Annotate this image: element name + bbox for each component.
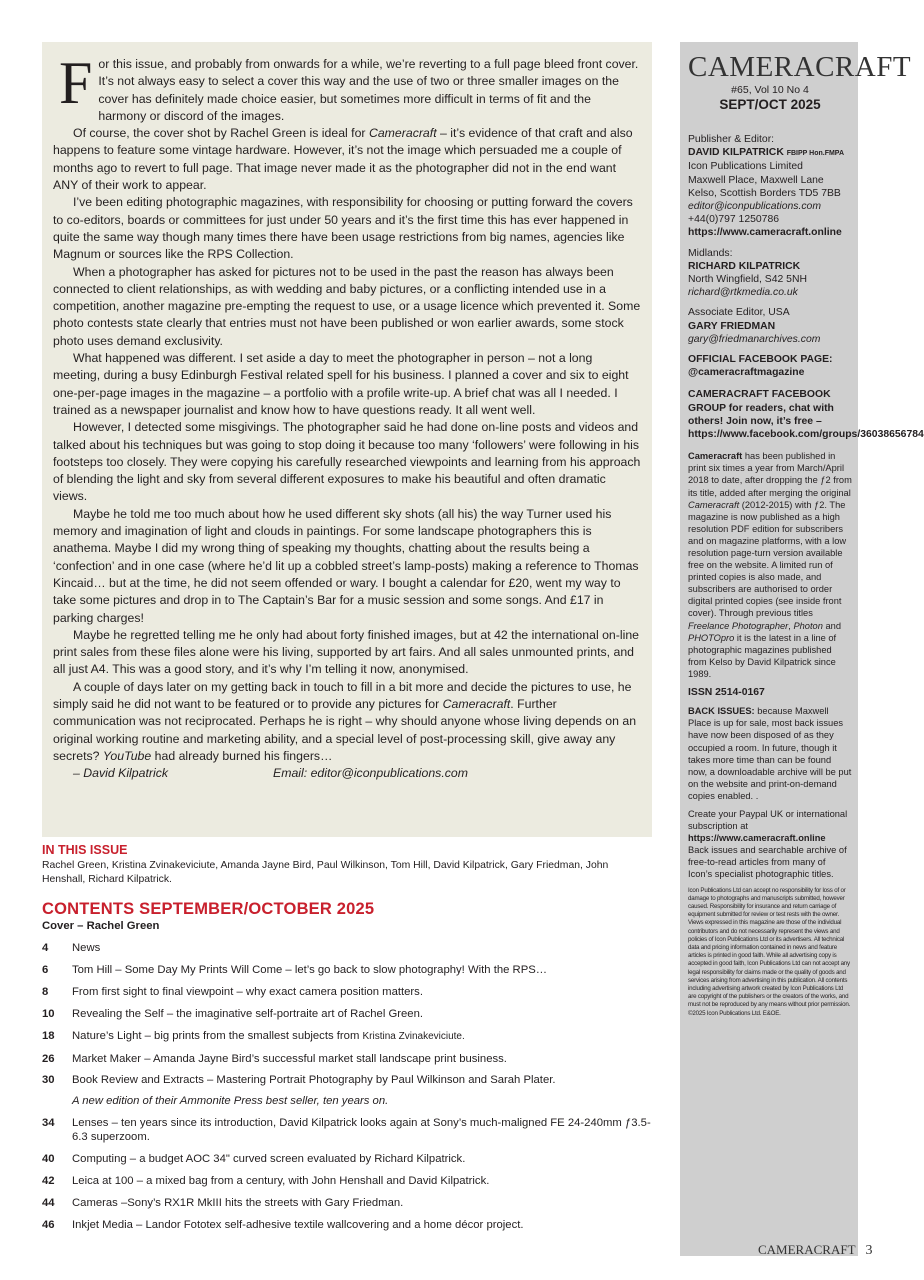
- contents-item: [42, 1196, 654, 1210]
- contents-item-text: Market Maker – Amanda Jayne Bird’s successful market stall landscape print business.: [72, 1052, 507, 1065]
- editorial-paragraph-2: Of course, the cover shot by Rachel Green is ideal for Cameracraft – it’s evidence of that craft and also happens to feature some vintage hardware. However, it’s not the image which persuaded me a couple of months ago to revert to full page. That image never made it as the photographer did not in the end want ANY of their work to appear.: [53, 126, 633, 193]
- contents-page-number: 30: [42, 1074, 55, 1087]
- subscription-link[interactable]: https://www.cameracraft.online: [688, 833, 826, 844]
- issue-number: #65, Vol 10 No 4: [731, 84, 809, 96]
- facebook-page: OFFICIAL FACEBOOK PAGE: @cameracraftmagazine: [688, 354, 833, 379]
- contents-item-text: Computing – a budget AOC 34" curved screen evaluated by Richard Kilpatrick.: [72, 1153, 466, 1166]
- contents-item: [42, 985, 654, 999]
- editorial-paragraph-7: Maybe he told me too much about how he used different sky shots (all his) the way Turner used his memory and imagination of light and clouds in paintings. For some landscape photographers this is anathema. Maybe I did my wrong thing of speaking my thoughts, chatting about the results being a ‘confection’ and in one case (where he’d lit up a cobbled street’s lamp-posts) making a reference to Thomas Kincaid… but at the time, he did not seem offended or wary. I bought a calendar for £20, went my way to take some pictures and drop in to The Captain’s Bar for a music session and some songs. And £17 in parking charges!: [53, 506, 639, 625]
- editorial-paragraph-3: I’ve been editing photographic magazines, with responsibility for choosing or putting forward the covers to co-editors, boards or committees for just under 50 years and it’s the first time this has ever happened in quite the same way though many times there have been usage restrictions from big names, agencies like Magnum or sources like the RPS Collection.: [53, 195, 633, 262]
- editorial-paragraph-5: What happened was different. I set aside a day to meet the photographer in person – not a long meeting, during a busy Edinburgh Festival related spell for his business. I planned a cover and six to eight one-per-page images in the magazine – a portfolio with a profile write-up. A brief chat was all I needed. I trained as a newspaper journalist and know how to have questions ready. It all went well.: [53, 351, 629, 417]
- cover-credit: Cover – Rachel Green: [42, 920, 160, 932]
- in-this-issue-heading: IN THIS ISSUE: [42, 843, 128, 857]
- contents-item-text: Lenses – ten years since its introduction, David Kilpatrick looks again at Sony’s much-maligned FE 24-240mm ƒ3.5-6.3 superzoom.: [72, 1116, 651, 1144]
- editorial-signature: [53, 765, 642, 782]
- facebook-group: CAMERACRAFT FACEBOOK GROUP for readers, chat with others! Join now, it’s free – https://www.facebook.com/groups/36038656784: [688, 389, 924, 441]
- contents-item-text: From first sight to final viewpoint – why exact camera position matters.: [72, 985, 423, 998]
- contents-item: [42, 1029, 654, 1044]
- author-name: – David Kilpatrick: [73, 766, 168, 781]
- drop-cap: F: [59, 50, 93, 116]
- contents-page-number: 42: [42, 1174, 55, 1187]
- page-footer: [758, 1242, 873, 1259]
- contents-item: [42, 1073, 654, 1108]
- contents-page-number: 46: [42, 1218, 55, 1231]
- contents-item-text: News: [72, 942, 101, 954]
- editorial-paragraph-6: However, I detected some misgivings. The photographer said he had done on-line posts and videos and talked about his techniques but was going to stop doing it because too many ‘followers’ were following in his footsteps too closely. They were copying his carefully researched viewpoints and learning from his approach of blending the light and sky from several different exposures to make his beautiful and often dramatic views.: [53, 420, 641, 504]
- editorial-paragraph-9: A couple of days later on my getting back in touch to fill in a bit more and decide the pictures to use, he simply said he did not want to be featured or to provide any pictures for Cameracraft. Further communication was not reciprocated. Perhaps he is right – why should anyone whose living depends on an original working routine and marketing ability, and a special level of post-processing skill, give away any secrets? YouTube had already burned his fingers…: [53, 679, 637, 763]
- usa-block: Associate Editor, USA GARY FRIEDMAN gary@friedmanarchives.com: [688, 306, 852, 346]
- issn: ISSN 2514-0167: [688, 687, 765, 699]
- footer-logo: CAMERACRAFT: [758, 1242, 856, 1257]
- website-link[interactable]: https://www.cameracraft.online: [688, 227, 842, 239]
- contents-page-number: 18: [42, 1029, 55, 1042]
- contents-page-number: 26: [42, 1052, 55, 1065]
- editorial-paragraph-8: Maybe he regretted telling me he only had about forty finished images, but at 42 the international on-line print sales from these files alone were his living, supported by art fairs. And all sales unmounted prints, and all just A4. This was a good story, and it’s why I’m telling it now, anonymised.: [53, 627, 640, 677]
- contents-item: [42, 1174, 654, 1188]
- contents-item: [42, 963, 654, 977]
- midlands-block: Midlands: RICHARD KILPATRICK North Wingfield, S42 5NH richard@rtkmedia.co.uk: [688, 247, 852, 300]
- page-number: 3: [865, 1243, 873, 1258]
- editorial-box: [42, 42, 652, 837]
- contents-item: [42, 1218, 654, 1232]
- contents-page-number: 6: [42, 963, 49, 976]
- editorial-paragraph-4: When a photographer has asked for pictures not to be used in the past the reason has always been connected to client relationships, as with wedding and baby pictures, or a conflicting intended use in a competition, another magazine pre-empting the request to use, or a usage licence which prevented it. Some photo contests state clearly that entries must not have been published or won earlier awards, some stock photo uses demand exclusivity.: [53, 264, 641, 348]
- contents-item: [42, 1007, 654, 1021]
- contents-item-text: Nature’s Light – big prints from the smallest subjects from Kristina Zvinakeviciute.: [72, 1029, 465, 1042]
- contents-page-number: 8: [42, 985, 49, 998]
- contents-page-number: 4: [42, 942, 49, 954]
- about-text: Cameracraft has been published in print six times a year from March/April 2018 to date, after dropping the ƒ2 from its title, added after merging the original Cameracraft (2012-2015) with ƒ2. The magazine is now published as a high resolution PDF edition for subscribers and on magazine platforms, with a low resolution page-turn version available free on the website. A limited run of printed copies is also made, and subscribers are authorised to order digital printed copies (see inside front cover). Through previous titles Freelance Photographer, Photon and PHOTOpro it is the latest in a line of photographic magazines published from Kelso by David Kilpatrick since 1989.: [688, 451, 852, 679]
- issue-date: SEPT/OCT 2025: [719, 97, 821, 112]
- publisher-block: Publisher & Editor: DAVID KILPATRICK FBIPP Hon.FMPA Icon Publications Limited Maxwell Place, Maxwell Lane Kelso, Scottish Borders TD5 7BB editor@iconpublications.com +44(0)797 1250786 https://www.cameracraft.online: [688, 133, 852, 240]
- cameracraft-logo: CAMERACRAFT: [688, 51, 912, 83]
- contents-item-text: Revealing the Self – the imaginative self-portraite art of Rachel Green.: [72, 1007, 424, 1020]
- in-this-issue-names: Rachel Green, Kristina Zvinakeviciute, Amanda Jayne Bird, Paul Wilkinson, Tom Hill, David Kilpatrick, Gary Friedman, John Henshall, Richard Kilpatrick.: [42, 860, 609, 885]
- contents-item: [42, 1152, 654, 1166]
- back-issues: BACK ISSUES: because Maxwell Place is up for sale, most back issues have now been disposed of as they occupied a room. In future, though it takes more time than can be found now, a downloadable archive will be put on the website and print-on-demand copies enabled. .: [688, 706, 852, 801]
- contents-item-text: Cameras –Sony’s RX1R MkIII hits the streets with Gary Friedman.: [72, 1196, 404, 1209]
- midlands-email[interactable]: richard@rtkmedia.co.uk: [688, 287, 798, 299]
- contents-page-number: 40: [42, 1153, 55, 1166]
- author-email: Email: editor@iconpublications.com: [273, 766, 468, 781]
- masthead: [688, 50, 912, 113]
- contents-page-number: 10: [42, 1007, 55, 1020]
- disclaimer: Icon Publications Ltd can accept no responsibility for loss of or damage to photographs and manuscripts submitted, however caused. Responsibility for insurance and return carriage of equipment submitted for review or test rests with the owner. Views expressed in this magazine are those of the individual contributors and do not necessarily represent the views and policies of Icon Publications Ltd or its advertisers. All technical data and pricing information contained in news and feature articles is printed in good faith. While all advertising copy is accepted in good faith, Icon Publications Ltd can not accept any legal responsibility for claims made or the quality of goods and services arising from advertising in this publication. All contents including advertising artwork created by Icon Publications Ltd are copyright of the publishers or the creators of the works, and must not be reproduced by any means without prior permission. ©2025 Icon Publications Ltd. E&OE.: [688, 886, 851, 1017]
- contents-heading: CONTENTS SEPTEMBER/OCTOBER 2025: [42, 900, 375, 918]
- contents-page-number: 34: [42, 1116, 55, 1129]
- subscription-info: Create your Paypal UK or international subscription at https://www.cameracraft.online Back issues and searchable archive of free-to-read articles from many of Icon’s specialist photographic titles.: [688, 809, 848, 880]
- contents-list: [42, 941, 654, 1240]
- contents-item: [42, 1116, 654, 1145]
- contents-item-text: Book Review and Extracts – Mastering Portrait Photography by Paul Wilkinson and Sarah Plater. A new edition of their Ammonite Press best seller, ten years on.: [72, 1074, 556, 1107]
- contents-item-text: Inkjet Media – Landor Fototex self-adhesive textile wallcovering and a home décor project.: [72, 1218, 524, 1231]
- contents-item-text: Tom Hill – Some Day My Prints Will Come – let’s go back to slow photography! With the RPS…: [72, 963, 548, 976]
- contents-item: [42, 941, 654, 955]
- editorial-paragraph-1: For this issue, and probably from onwards for a while, we’re reverting to a full page bleed front cover. It’s not always easy to select a cover this way and the use of two or three smaller images on the cover has definitely made choice easier, but sometimes more difficult in terms of fit and the harmony or discord of the images.: [59, 50, 639, 123]
- contents-item-text: Leica at 100 – a mixed bag from a century, with John Henshall and David Kilpatrick.: [72, 1174, 490, 1187]
- publisher-email[interactable]: editor@iconpublications.com: [688, 201, 821, 213]
- usa-email[interactable]: gary@friedmanarchives.com: [688, 333, 821, 345]
- contents-page-number: 44: [42, 1196, 55, 1209]
- masthead-sidebar: [680, 42, 924, 1256]
- contents-item: [42, 1052, 654, 1066]
